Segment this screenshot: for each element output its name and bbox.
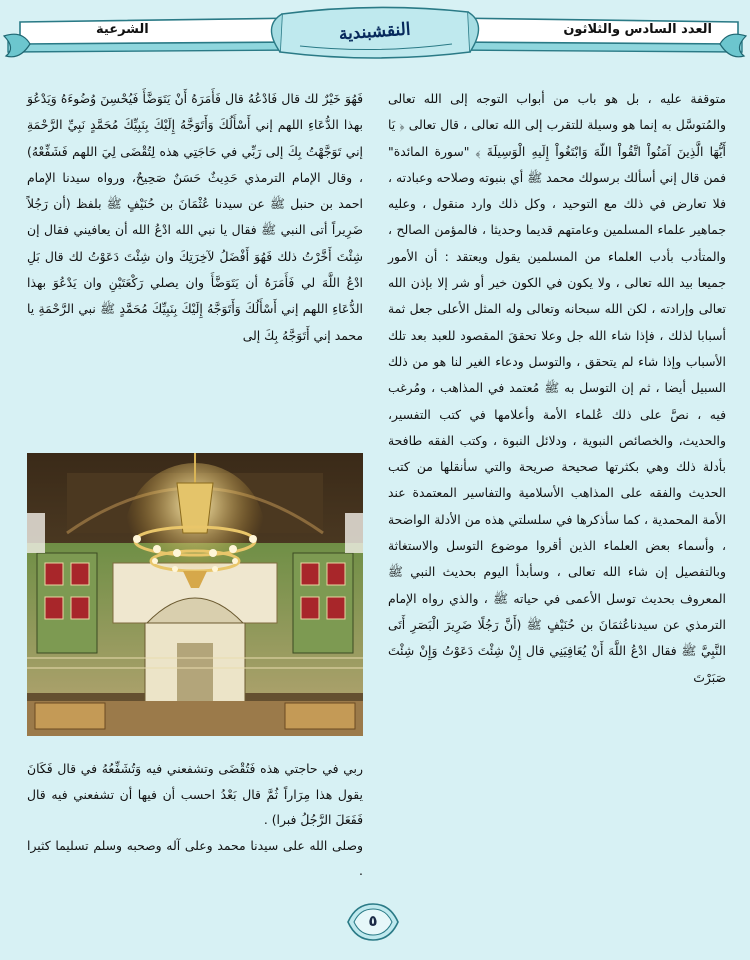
banner-title: النقشبندية: [338, 19, 412, 45]
mosque-photo-illustration: [27, 453, 363, 736]
issue-label: العدد السادس والثلاثون: [563, 22, 712, 37]
article-column-left-top: [27, 86, 363, 446]
page-number: ٥: [368, 912, 378, 930]
closing-paragraph: وصلى الله على سيدنا محمد وعلى آله وصحبه وسلم تسليما كثيرا .: [27, 837, 363, 879]
page-header: [0, 0, 750, 62]
page-number-badge: [346, 902, 400, 942]
section-label: الشرعية: [96, 22, 149, 37]
article-paragraph: ربي في حاجتي هذه فَتُقْضَى وتشفعني فيه وَتُشَفِّعُهُ في قال فَكَانَ يقول هذا مِرَاراً ثُمَّ قال بَعْدُ احسب أن فيها أن تشفعني فيه قال فَفَعَلَ الرَّجُلُ فبرا) .: [27, 761, 363, 828]
mosque-interior-photo: [27, 453, 363, 736]
article-column-left-bottom: [27, 756, 363, 886]
article-paragraph: فَهُوَ خَيْرٌ لك قال فَادْعُهُ قال فَأَمَرَهُ أَنْ يَتَوَضَّأَ فَيُحْسِنَ وُضُوءَهُ وَيَدْعُوَ بهذا الدُّعَاءِ اللهم إني أَسْأَلُكَ وَأَتَوَجَّهُ إِلَيْكَ بِنَبِيِّكَ مُحَمَّدٍ نَبِيِّ الرَّحْمَةِ إني تَوَجَّهْتُ بِكَ إلى رَبِّي في حَاجَتِي هذه لِتُقْضَى لِيَ اللهم فَشَفِّعْهُ) ، وقال الإمام الترمذي حَدِيثٌ حَسَنٌ صَحِيحٌ، ورواه سيدنا الإمام احمد بن حنبل ﷺ عن سيدنا عُثْمَانَ بن حُنَيْفٍ ﷺ بلفظ (أن رَجُلاً ضَرِيراً أتى النبي ﷺ فقال يا نبي الله ادْعُ الله أن يعافيني فقال إن شِئْتَ أَخَّرْتُ ذلك فَهُوَ أَفْضَلُ لآخِرَتِكَ وان شِئْتَ دَعَوْتُ لك قال بَلِ ادْعُ اللَّهَ لي فَأَمَرَهُ أن يَتَوَضَّأَ وان يصلي رَكْعَتَيْنِ وان يَدْعُوَ بهذا الدُّعَاءِ اللهم إني أَسْأَلُكَ وَأَتَوَجَّهُ إِلَيْكَ بِنَبِيِّكَ مُحَمَّدٍ ﷺ نبي الرَّحْمَةِ يا محمد إني أَتَوَجَّهُ بِكَ إلى: [27, 91, 363, 343]
article-paragraph: متوقفة عليه ، بل هو باب من أبواب التوجه إلى الله تعالى والمُتوسَّل به إنما هو وسيلة للتقرب إلى الله تعالى ، قال تعالى ﴿ يَا أَيُّهَا الَّذِينَ آمَنُواْ اتَّقُواْ اللّهَ وَابْتَغُواْ إِلَيهِ الْوَسِيلَةَ ﴾ "سورة المائدة" فمن قال إني أسألك برسولك محمد ﷺ أي بنبوته وصلاحه وعبادته ، فلا تعارض في ذلك مع التوحيد ، وكل ذلك وارد منقول ، وعليه جماهير علماء المسلمين وعامتهم قديما وحديثا ، فالمؤمن الصالح ، والمتأدب بأدب العلماء من المسلمين يقول ويعتقد : أن الأمور جميعا بيد الله تعالى ، ولا يكون في الكون خير أو شر إلا بإذن الله تعالى وإرادته ، لكن الله سبحانه وتعالى وله المثل الأعلى جعل ثمة أسبابا لذلك ، فإذا شاء الله جل وعلا تحققَ المقصود للعبد بعد تلك الأسباب وإذا شاء لم يتحقق ، والتوسل ودعاء الغير لنا هو من ذلك السبيل أيضا ، ثم إن التوسل به ﷺ مُعتمد في المذاهب ، ومُرغب فيه ، نصَّ على ذلك عُلماء الأمة وأعلامها في كتب التفسير، والحديث، والخصائص النبوية ، ودلائل النبوة ، وكتب الفقه طافحة بأدلة ذلك وهي بكثرتها صحيحة صريحة والتي سأنقلها من كتب الحديث والفقه على المذاهب الأسلامية والتفاسير المعتمدة عند الأمة المحمدية ، كما سأذكرها في سلسلتي هذه من الأدلة الواضحة ، وأسماء بعض العلماء الذين أقروا موضوع التوسل والاستغاثة وبالتفصيل إن شاء الله تعالى ، وسأبدأ اليوم بحديث النبي ﷺ المعروف بحديث توسل الأعمى في حياته ﷺ ، والذي رواه الإمام الترمذي عن سيدناعُثمَانَ بن حُنَيْفٍ ﷺ (أَنَّ رَجُلًا ضَرِيرَ الْبَصَرِ أَتَى النَّبِيَّ ﷺ فقال ادْعُ اللَّهَ أَنْ يُعَافِيَنِي قال إِنْ شِئْتَ دَعَوْتُ وَإِنْ شِئْتَ صَبَرْتَ: [388, 91, 726, 685]
article-column-right: [388, 86, 726, 944]
